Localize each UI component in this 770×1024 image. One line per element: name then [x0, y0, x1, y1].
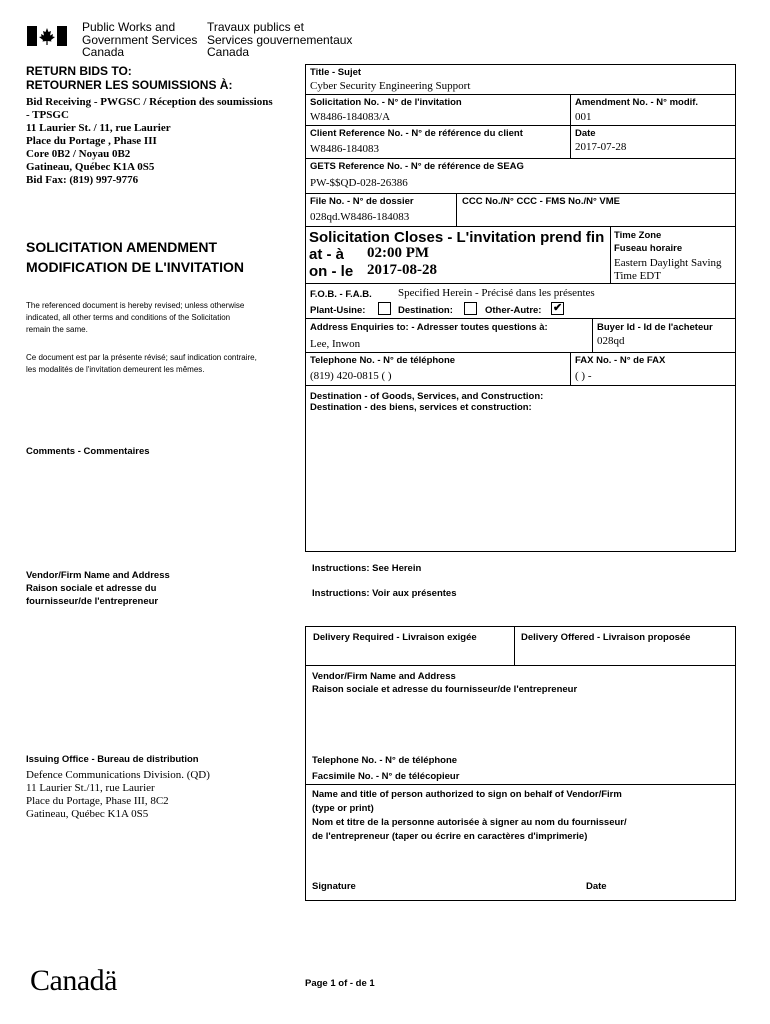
divider [570, 94, 571, 158]
vendor-name-address-label: Vendor/Firm Name and Address Raison sociale et adresse du fournisseur/de l'entrepreneur [312, 671, 578, 695]
return-bids-title: RETURN BIDS TO: RETOURNER LES SOUMISSIONS À: [26, 64, 233, 92]
instructions-en: Instructions: See Herein [312, 563, 422, 574]
divider [305, 193, 736, 194]
divider [305, 94, 736, 95]
client-reference-label: Client Reference No. - N° de référence du client [310, 128, 523, 139]
divider [305, 385, 736, 386]
telephone-label: Telephone No. - N° de téléphone [310, 355, 456, 366]
amendment-note-fr: Ce document est par la présente révisé; sauf indication contraire, les modalités de l'invitation demeurent les mêmes. [26, 353, 257, 374]
solicitation-number-label: Solicitation No. - N° de l'invitation [310, 97, 462, 108]
destination-goods-label: Destination - of Goods, Services, and Construction: Destination - des biens, services et construction: [310, 391, 544, 413]
title-label: Title - Sujet [310, 67, 362, 78]
buyer-id-value: 028qd [597, 335, 625, 347]
divider [305, 318, 736, 319]
fob-label: F.O.B. - F.A.B. [310, 289, 372, 300]
divider [514, 626, 515, 665]
divider [305, 283, 736, 284]
plant-usine-label: Plant-Usine: [310, 305, 366, 316]
amendment-number-value: 001 [575, 111, 592, 123]
ccc-number-label: CCC No./N° CCC - FMS No./N° VME [462, 196, 621, 207]
issuing-office-address: Defence Communications Division. (QD) 11 Laurier St./11, rue Laurier Place du Portage, Phase III, 8C2 Gatineau, Québec K1A 0S5 [26, 769, 210, 820]
canada-wordmark: Canadä [30, 964, 117, 997]
divider [305, 352, 736, 353]
divider [305, 226, 736, 227]
closing-time-label: at - à [309, 246, 345, 263]
closing-time-value: 02:00 PM [367, 245, 430, 261]
other-autre-label: Other-Autre: [485, 305, 542, 316]
fax-label: FAX No. - N° de FAX [575, 355, 666, 366]
canada-flag-icon [27, 26, 67, 46]
page-number: Page 1 of - de 1 [305, 978, 375, 989]
file-number-value: 028qd.W8486-184083 [310, 211, 410, 223]
date-label: Date [575, 128, 596, 139]
vendor-telephone-label: Telephone No. - N° de téléphone [312, 755, 458, 766]
authorized-signer-label: Name and title of person authorized to sign on behalf of Vendor/Firm (type or print) Nom et titre de la personne autorisée à signer au nom du fournisseur/ de l'entrepreneur (taper ou écrire en caractères d'imprimerie) [312, 789, 627, 842]
vendor-facsimile-label: Facsimile No. - N° de télécopieur [312, 771, 460, 782]
checkmark-icon: ✔ [553, 302, 563, 314]
gets-reference-label: GETS Reference No. - N° de référence de SEAG [310, 161, 524, 172]
plant-usine-checkbox[interactable] [378, 302, 391, 315]
instructions-fr: Instructions: Voir aux présentes [312, 588, 457, 599]
delivery-offered-label: Delivery Offered - Livraison proposée [521, 632, 691, 643]
telephone-value: (819) 420-0815 ( ) [310, 370, 392, 382]
client-reference-value: W8486-184083 [310, 143, 380, 155]
time-zone-label: Time Zone Fuseau horaire [614, 230, 683, 254]
signature-date-label: Date [586, 881, 607, 892]
gets-reference-value: PW-$$QD-028-26386 [310, 177, 408, 189]
divider [456, 193, 457, 226]
department-name-fr: Travaux publics et Services gouvernementaux Canada [207, 20, 353, 59]
file-number-label: File No. - N° de dossier [310, 196, 414, 207]
time-zone-value: Eastern Daylight Saving Time EDT [614, 257, 722, 282]
solicitation-closes-label: Solicitation Closes - L'invitation prend fin [309, 229, 605, 246]
issuing-office-label: Issuing Office - Bureau de distribution [26, 754, 199, 765]
vendor-left-label: Vendor/Firm Name and Address Raison sociale et adresse du fournisseur/de l'entrepreneur [26, 570, 170, 607]
solicitation-number-value: W8486-184083/A [310, 111, 391, 123]
closing-date-value: 2017-08-28 [367, 262, 437, 278]
destination-label: Destination: [398, 305, 453, 316]
divider [570, 352, 571, 385]
divider [592, 318, 593, 352]
divider [305, 665, 736, 666]
address-enquiries-label: Address Enquiries to: - Adresser toutes questions à: [310, 322, 548, 333]
divider [610, 226, 611, 283]
address-enquiries-value: Lee, Inwon [310, 338, 361, 350]
delivery-required-label: Delivery Required - Livraison exigée [313, 632, 477, 643]
destination-checkbox[interactable] [464, 302, 477, 315]
divider [305, 158, 736, 159]
amendment-note-en: The referenced document is hereby revised; unless otherwise indicated, all other terms and conditions of the Solicitation remain the same. [26, 301, 245, 334]
buyer-id-label: Buyer Id - Id de l'acheteur [597, 322, 713, 333]
fax-value: ( ) - [575, 370, 592, 382]
department-name-en: Public Works and Government Services Canada [82, 20, 198, 59]
fob-value: Specified Herein - Précisé dans les présentes [398, 287, 595, 299]
divider [305, 784, 736, 785]
divider [305, 125, 736, 126]
return-bids-address: Bid Receiving - PWGSC / Réception des soumissions - TPSGC 11 Laurier St. / 11, rue Laurier Place du Portage , Phase III Core 0B2 / Noyau 0B2 Gatineau, Québec K1A 0S5 Bid Fax: (819) 997-9776 [26, 96, 273, 186]
date-value: 2017-07-28 [575, 141, 627, 153]
amendment-title: SOLICITATION AMENDMENT MODIFICATION DE L'INVITATION [26, 239, 244, 275]
closing-date-label: on - le [309, 263, 354, 280]
title-value: Cyber Security Engineering Support [310, 80, 471, 92]
amendment-number-label: Amendment No. - N° modif. [575, 97, 699, 108]
other-autre-checkbox[interactable] [551, 302, 564, 315]
comments-label: Comments - Commentaires [26, 446, 150, 457]
signature-label: Signature [312, 881, 356, 892]
